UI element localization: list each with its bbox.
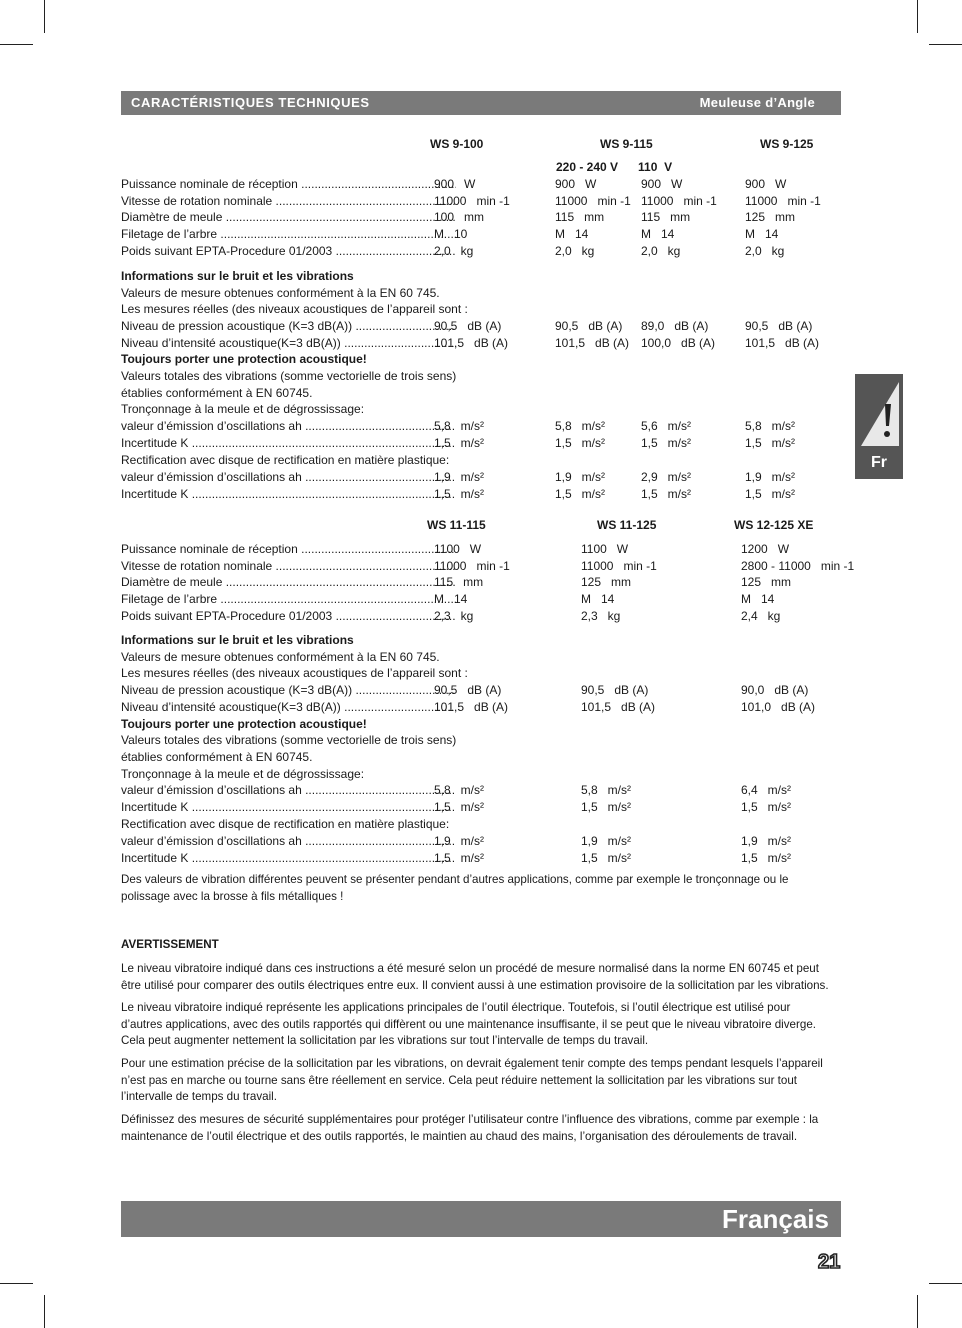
spec-row	[121, 608, 826, 625]
spec-value: 5,8 m/s²	[581, 783, 632, 797]
spec-label: Niveau d’intensité acoustique(K=3 dB(A)) .....	[121, 699, 456, 716]
spec-value: 2,3 kg	[581, 608, 621, 623]
warning-paragraph-2: Le niveau vibratoire indiqué représente les applications principales de l’outil électrique. Toutefois, si l’outil électrique est utilisé pour d’autres applications, avec des outils rapportés qui diffèrent ou une maintenance insuffisante, il se peut que le niveau vibratoire diverge. Cela peut augmenter nettement la sollicitation par les vibrations sur tout l’intervalle de temps du travail.	[121, 1001, 816, 1047]
spec-row	[121, 335, 826, 352]
spec-value: 101,5 dB (A)	[434, 335, 509, 350]
spec-value: M 14	[434, 592, 468, 607]
spec-value: 101,5 dB (A)	[434, 699, 509, 714]
spec-value: 2,0 kg	[745, 243, 785, 258]
spec-value: 2,0 kg	[555, 243, 595, 258]
spec-value: 1,5 m/s²	[581, 799, 632, 814]
spec-label: Poids suivant EPTA-Procedure 01/2003 .....	[121, 608, 456, 625]
spec-row	[121, 541, 826, 558]
noise-line-1: Valeurs de mesure obtenues conformément à la EN 60 745.	[121, 286, 440, 300]
spec-value: M 10	[434, 227, 468, 242]
spec-label: valeur d’émission d’oscillations ah .....	[121, 833, 456, 850]
product-name: Meuleuse d’Angle	[699, 95, 815, 110]
spec-row	[121, 226, 826, 243]
spec-value: 11000 min -1	[434, 558, 510, 573]
spec-label: Vitesse de rotation nominale .....	[121, 193, 456, 210]
model-ws9-100: WS 9-100	[430, 137, 484, 151]
spec-value: 5,8 m/s²	[745, 419, 796, 433]
spec-value: 2,3 kg	[434, 608, 474, 623]
language-code: Fr	[871, 454, 887, 471]
model-ws9-115: WS 9-115	[600, 137, 653, 151]
spec-row	[121, 833, 826, 850]
vib-line-4: Rectification avec disque de rectification en matière plastique:	[121, 453, 450, 467]
spec-value: 1,5 m/s²	[555, 486, 606, 501]
spec-row	[121, 193, 826, 210]
spec-label: valeur d’émission d’oscillations ah .....	[121, 469, 456, 486]
crop-mark	[0, 44, 33, 45]
spec-value: 101,0 dB (A)	[741, 699, 816, 714]
crop-mark	[929, 1283, 962, 1284]
spec-value: M 14	[741, 592, 775, 607]
language-side-tab	[855, 374, 903, 479]
spec-value: 11000 min -1	[555, 193, 631, 208]
spec-row	[121, 850, 826, 867]
spec-value: 5,8 m/s²	[434, 419, 485, 433]
vibration-note: Des valeurs de vibration différentes peuvent se présenter pendant d’autres applications, comme par exemple le tronçonnage ou le polissage avec la brosse à fils métalliques !	[121, 873, 789, 903]
vib-line-1: Valeurs totales des vibrations (somme vectorielle de trois sens)	[121, 369, 457, 383]
crop-mark	[917, 1295, 918, 1328]
spec-label: Niveau de pression acoustique (K=3 dB(A)) .....	[121, 318, 456, 335]
spec-value: 900 W	[555, 177, 597, 191]
voltage-header: 220 - 240 V 110 V	[556, 160, 673, 174]
warning-paragraph-1: Le niveau vibratoire indiqué dans ces instructions a été mesuré selon un procédé de mesure normalisé dans la norme EN 60745 et peut être utilisé pour comparer des outils électriques entre eux. Il convient aussi à une estimation provisoire de la sollicitation par les vibrations.	[121, 962, 829, 992]
spec-value: 1,5 m/s²	[741, 850, 792, 865]
spec-value: 1,9 m/s²	[434, 834, 485, 848]
vib-line-3b: Tronçonnage à la meule et de dégrossissage:	[121, 767, 365, 781]
warning-title: AVERTISSEMENT	[121, 938, 219, 951]
spec-row	[121, 574, 826, 591]
spec-value: 1100 W	[434, 542, 482, 556]
spec-value: 5,6 m/s²	[641, 419, 692, 433]
spec-value: 115 mm	[641, 210, 691, 225]
spec-value: 11000 min -1	[745, 193, 821, 208]
spec-value: M 14	[555, 227, 589, 242]
spec-label: Vitesse de rotation nominale .....	[121, 558, 456, 575]
spec-value: 1100 W	[581, 542, 629, 556]
model-ws11-115: WS 11-115	[427, 518, 486, 532]
spec-value: 6,4 m/s²	[741, 783, 792, 797]
spec-row	[121, 682, 826, 699]
spec-value: 900 W	[641, 177, 683, 191]
spec-value: 1,5 m/s²	[434, 799, 485, 814]
spec-value: 900 W	[745, 177, 787, 191]
spec-label: Filetage de l’arbre .....	[121, 226, 456, 243]
vib-line-4b: Rectification avec disque de rectification en matière plastique:	[121, 817, 450, 831]
model-ws9-125: WS 9-125	[760, 137, 814, 151]
spec-row	[121, 243, 826, 260]
spec-value: 90,0 dB (A)	[741, 683, 809, 697]
noise-line-1b: Valeurs de mesure obtenues conformément à la EN 60 745.	[121, 650, 440, 664]
spec-value: 1,9 m/s²	[741, 834, 792, 848]
spec-value: 1,9 m/s²	[434, 470, 485, 484]
protection-warning-2: Toujours porter une protection acoustique!	[121, 717, 367, 731]
vib-line-2: établies conformément à EN 60745.	[121, 386, 313, 400]
spec-label: Incertitude K .....	[121, 850, 456, 867]
spec-value: M 14	[581, 592, 615, 607]
spec-value: 2,0 kg	[434, 243, 474, 258]
crop-mark	[44, 1295, 45, 1328]
spec-value: 1200 W	[741, 542, 790, 556]
spec-value: 11000 min -1	[434, 193, 510, 208]
spec-label: Niveau de pression acoustique (K=3 dB(A)) .....	[121, 682, 456, 699]
model-ws11-125: WS 11-125	[597, 518, 657, 532]
noise-line-2: Les mesures réelles (des niveaux acoustiques de l’appareil sont :	[121, 302, 468, 316]
spec-row	[121, 782, 826, 799]
spec-value: 101,5 dB (A)	[581, 699, 656, 714]
spec-value: 90,5 dB (A)	[555, 319, 623, 333]
spec-row	[121, 176, 826, 193]
spec-label: Filetage de l’arbre .....	[121, 591, 456, 608]
spec-value: 89,0 dB (A)	[641, 319, 709, 333]
vib-line-3: Tronçonnage à la meule et de dégrossissage:	[121, 402, 365, 416]
spec-value: 5,8 m/s²	[434, 783, 485, 797]
crop-mark	[917, 0, 918, 33]
noise-line-2b: Les mesures réelles (des niveaux acoustiques de l’appareil sont :	[121, 666, 468, 680]
noise-title-2: Informations sur le bruit et les vibrations	[121, 633, 354, 647]
header-bar	[121, 91, 841, 115]
spec-value: M 14	[641, 227, 675, 242]
crop-mark	[929, 44, 962, 45]
vib-line-1b: Valeurs totales des vibrations (somme vectorielle de trois sens)	[121, 733, 457, 747]
spec-value: 11000 min -1	[581, 558, 657, 573]
spec-label: Poids suivant EPTA-Procedure 01/2003 .....	[121, 243, 456, 260]
footer-bar	[121, 1201, 841, 1237]
spec-value: 90,5 dB (A)	[434, 319, 502, 333]
spec-value: 2,4 kg	[741, 608, 781, 623]
spec-value: 1,5 m/s²	[434, 486, 485, 501]
spec-value: 5,8 m/s²	[555, 419, 606, 433]
spec-value: 1,5 m/s²	[434, 435, 485, 450]
spec-value: 90,5 dB (A)	[434, 683, 502, 697]
spec-row	[121, 469, 826, 486]
spec-value: 1,5 m/s²	[745, 486, 796, 501]
spec-value: 1,5 m/s²	[641, 435, 692, 450]
spec-label: Niveau d’intensité acoustique(K=3 dB(A)) .....	[121, 335, 456, 352]
spec-label: Diamètre de meule .....	[121, 574, 456, 591]
vib-line-2b: établies conformément à EN 60745.	[121, 750, 313, 764]
spec-label: Puissance nominale de réception .....	[121, 541, 456, 558]
spec-value: 11000 min -1	[641, 193, 717, 208]
spec-label: valeur d’émission d’oscillations ah .....	[121, 782, 456, 799]
spec-value: 100,0 dB (A)	[641, 335, 716, 350]
spec-value: 90,5 dB (A)	[745, 319, 813, 333]
spec-value: 125 mm	[745, 210, 796, 225]
crop-mark	[44, 0, 45, 33]
warning-paragraph-3: Pour une estimation précise de la sollicitation par les vibrations, on devrait également tenir compte des temps pendant lesquels l’appareil n’est pas en marche ou tourne sans être réellement en service. Cela peut réduire nettement la sollicitation par les vibrations sur tout l’intervalle de temps du travail.	[121, 1057, 823, 1103]
spec-value: 1,5 m/s²	[641, 486, 692, 501]
spec-value: 1,5 m/s²	[434, 850, 485, 865]
page-number: 21	[818, 1251, 841, 1273]
protection-warning-1: Toujours porter une protection acoustique!	[121, 352, 367, 366]
language-label: Français	[722, 1204, 829, 1234]
spec-value: 2,0 kg	[641, 243, 681, 258]
spec-value: 1,9 m/s²	[555, 470, 606, 484]
spec-row	[121, 435, 826, 452]
spec-value: 101,5 dB (A)	[745, 335, 820, 350]
spec-value: 90,5 dB (A)	[581, 683, 649, 697]
spec-value: 2,9 m/s²	[641, 470, 692, 484]
spec-value: 2800 - 11000 min -1	[741, 558, 855, 573]
spec-row	[121, 558, 855, 575]
spec-value: M 14	[745, 227, 779, 242]
spec-value: 101,5 dB (A)	[555, 335, 630, 350]
spec-label: Incertitude K .....	[121, 435, 456, 452]
spec-row	[121, 318, 826, 335]
spec-value: 1,9 m/s²	[745, 470, 796, 484]
model-ws12-125xe: WS 12-125 XE	[734, 518, 814, 532]
spec-row	[121, 209, 826, 226]
spec-label: Incertitude K .....	[121, 799, 456, 816]
spec-row	[121, 799, 826, 816]
spec-label: Incertitude K .....	[121, 486, 456, 503]
spec-value: 125 mm	[581, 575, 632, 590]
spec-value: 900 W	[434, 177, 476, 191]
spec-value: 115 mm	[555, 210, 605, 225]
spec-label: valeur d’émission d’oscillations ah .....	[121, 418, 456, 435]
warning-paragraph-4: Définissez des mesures de sécurité supplémentaires pour protéger l’utilisateur contre l’influence des vibrations, comme par exemple : la maintenance de l’outil électrique et des outils rapportés, le maintien au chaud des mains, l’organisation des déroulements de travail.	[121, 1113, 819, 1143]
spec-row	[121, 418, 826, 435]
spec-value: 1,5 m/s²	[745, 435, 796, 450]
noise-title-1: Informations sur le bruit et les vibrations	[121, 269, 354, 283]
spec-value: 1,5 m/s²	[555, 435, 606, 450]
spec-row	[121, 591, 826, 608]
spec-value: 1,5 m/s²	[741, 799, 792, 814]
spec-value: 1,5 m/s²	[581, 850, 632, 865]
spec-row	[121, 486, 826, 503]
spec-value: 115 mm	[434, 575, 484, 590]
section-title: CARACTÉRISTIQUES TECHNIQUES	[131, 95, 370, 110]
spec-label: Puissance nominale de réception .....	[121, 176, 456, 193]
spec-value: 1,9 m/s²	[581, 834, 632, 848]
crop-mark	[0, 1283, 33, 1284]
spec-row	[121, 699, 826, 716]
spec-value: 100 mm	[434, 210, 485, 225]
spec-value: 125 mm	[741, 575, 792, 590]
warning-icon	[855, 374, 903, 452]
spec-label: Diamètre de meule .....	[121, 209, 456, 226]
